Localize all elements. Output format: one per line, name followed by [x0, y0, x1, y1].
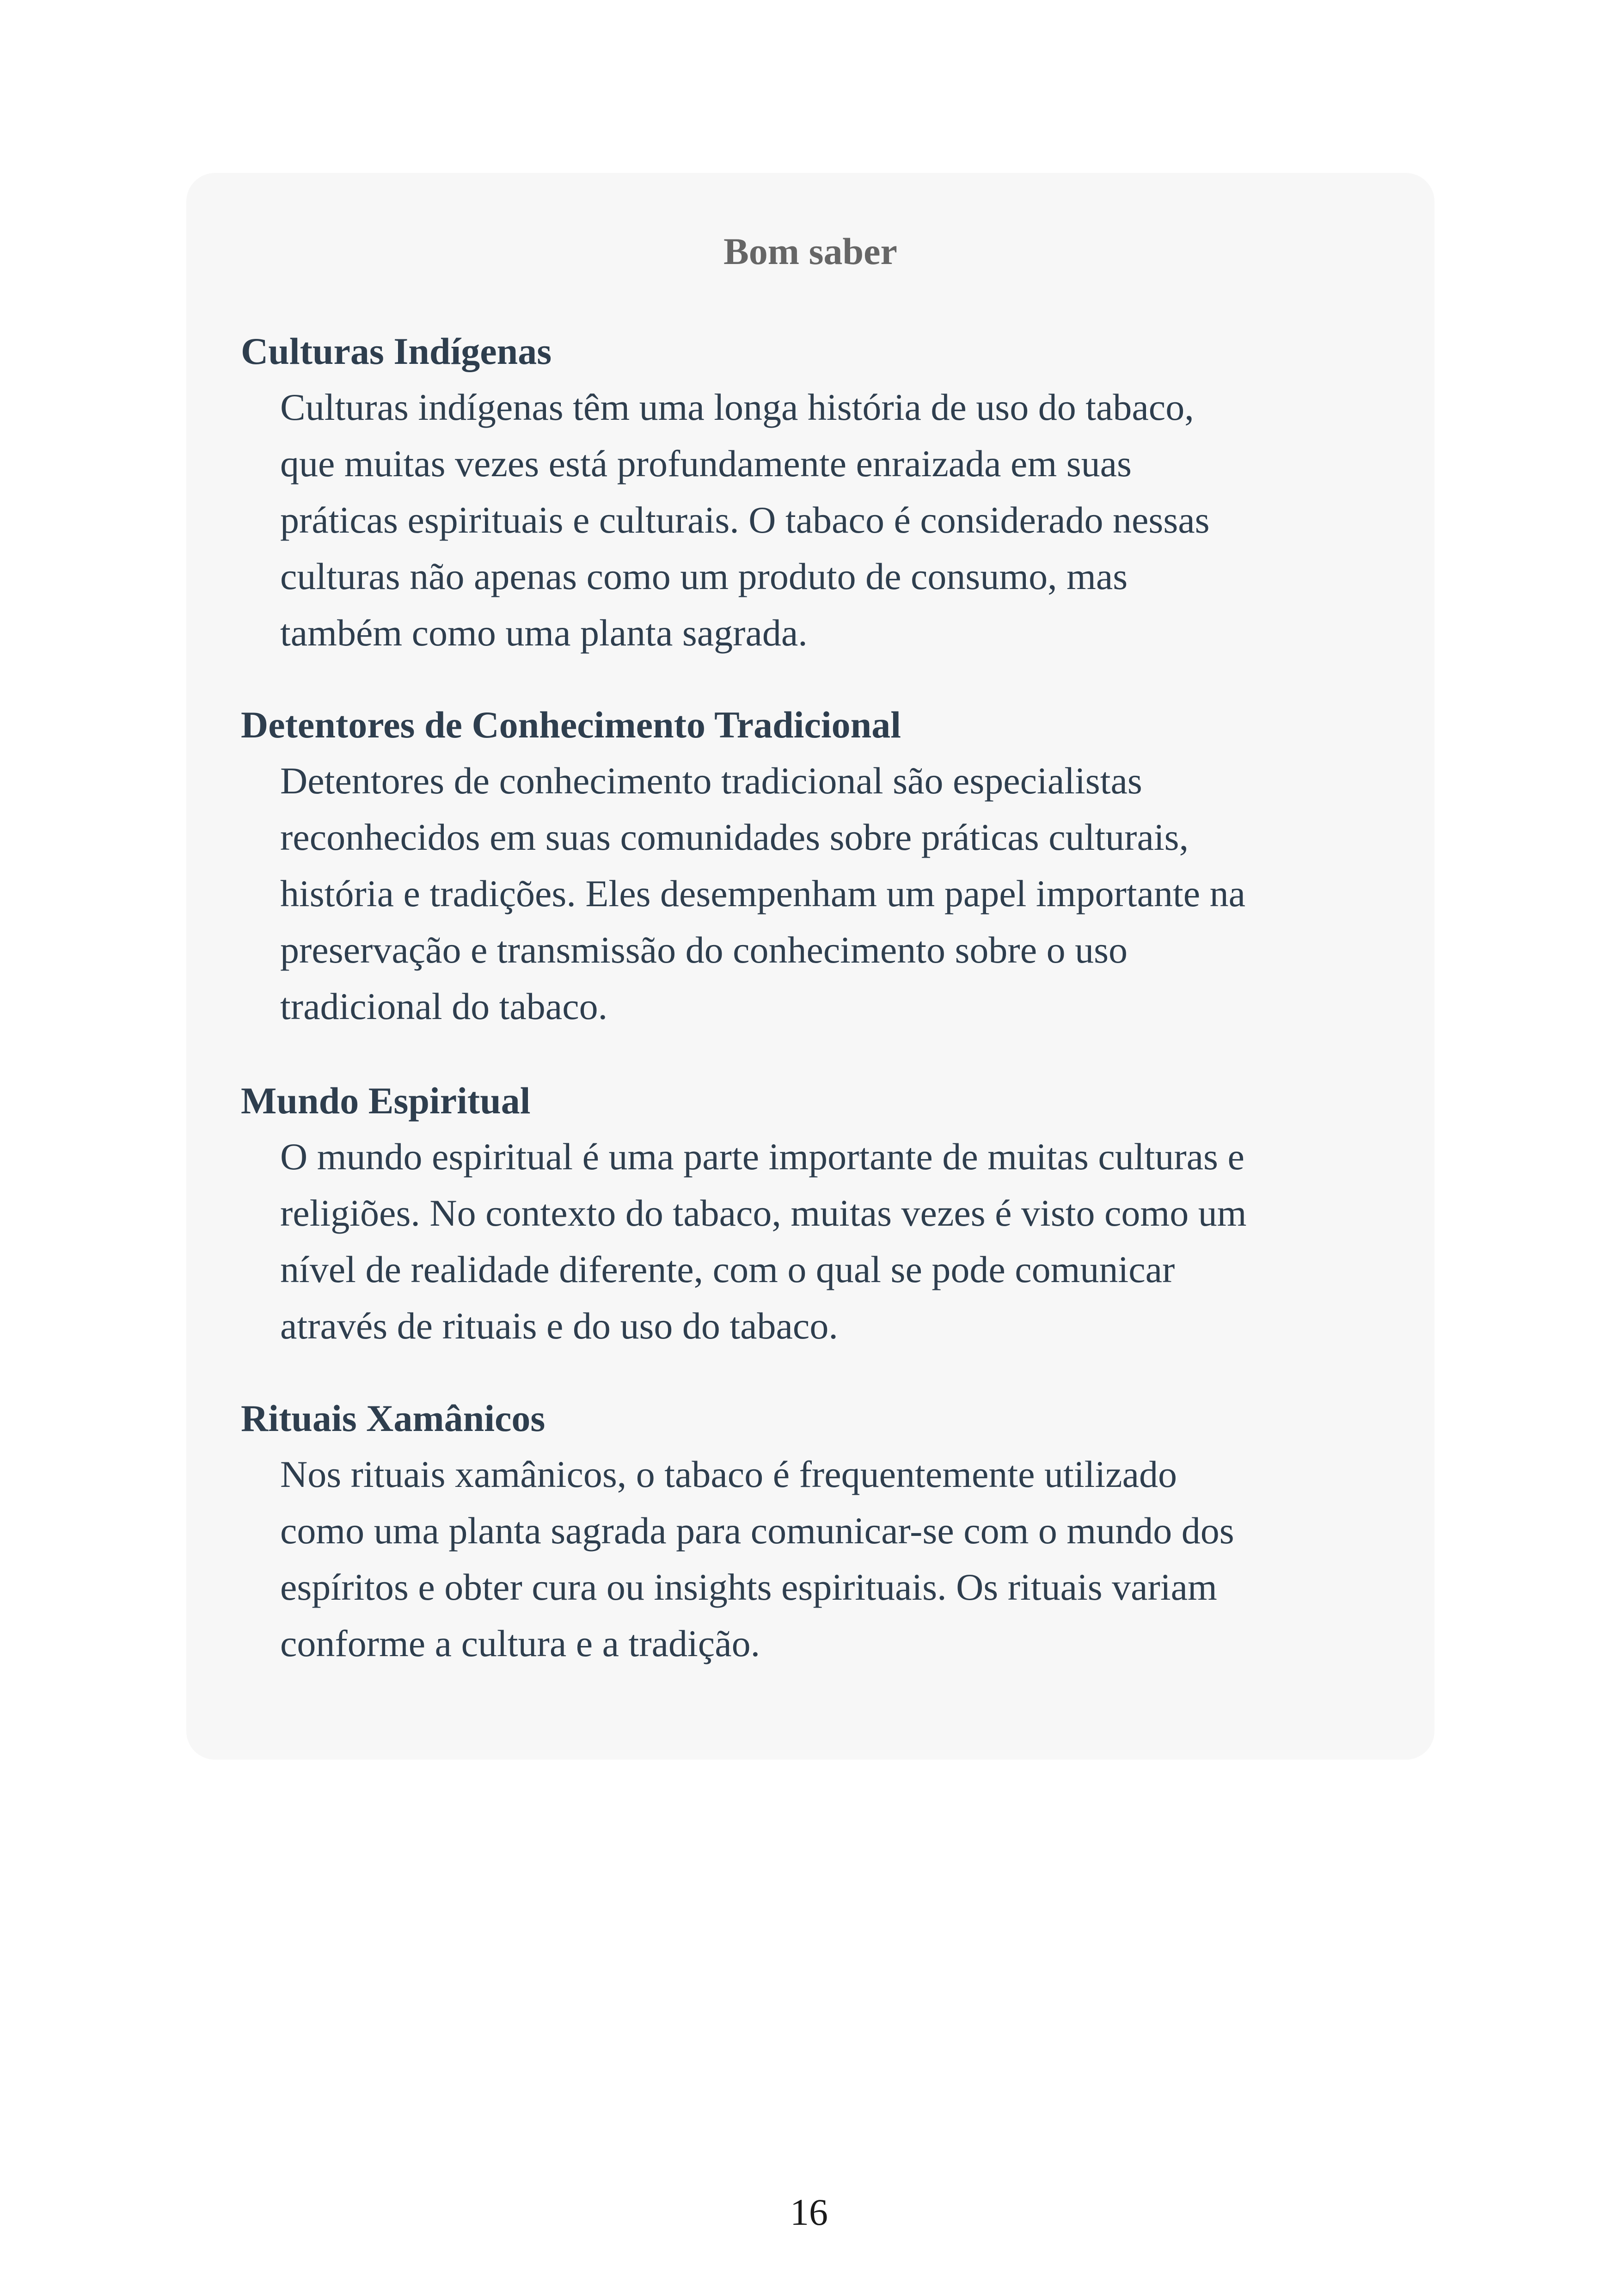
definition-line: história e tradições. Eles desempenham um papel importante na	[280, 872, 1246, 915]
definition-line: também como uma planta sagrada.	[280, 612, 808, 654]
definition-line: Culturas indígenas têm uma longa história de uso do tabaco,	[280, 386, 1194, 428]
good-to-know-box	[186, 173, 1434, 1760]
definition-line: O mundo espiritual é uma parte importante de muitas culturas e	[280, 1136, 1244, 1178]
definition-line: como uma planta sagrada para comunicar-se com o mundo dos	[280, 1510, 1234, 1552]
term-rituais-xamanicos	[241, 1391, 1234, 1672]
page-number: 16	[790, 2191, 828, 2233]
term-detentores-de-conhecimento	[241, 697, 1245, 1035]
definition-line: preservação e transmissão do conhecimento sobre o uso	[280, 929, 1128, 971]
definition-line: culturas não apenas como um produto de consumo, mas	[280, 555, 1128, 597]
definition-line: espíritos e obter cura ou insights espirituais. Os rituais variam	[280, 1566, 1217, 1608]
definition-line: religiões. No contexto do tabaco, muitas vezes é visto como um	[280, 1192, 1247, 1234]
box-title: Bom saber	[723, 230, 897, 272]
definition-line: práticas espirituais e culturais. O tabaco é considerado nessas	[280, 499, 1210, 541]
definition-line: que muitas vezes está profundamente enraizada em suas	[280, 442, 1132, 485]
definition-line: Nos rituais xamânicos, o tabaco é frequentemente utilizado	[280, 1453, 1177, 1495]
term-title: Mundo Espiritual	[241, 1080, 531, 1122]
definition-line: Detentores de conhecimento tradicional são especialistas	[280, 760, 1142, 802]
definition-line: nível de realidade diferente, com o qual se pode comunicar	[280, 1248, 1175, 1290]
term-definition	[241, 1446, 1234, 1672]
term-definition	[241, 753, 1245, 1035]
term-definition	[241, 1129, 1246, 1354]
term-culturas-indigenas	[241, 324, 1210, 661]
term-title: Culturas Indígenas	[241, 330, 552, 372]
term-title: Rituais Xamânicos	[241, 1397, 545, 1439]
definition-line: através de rituais e do uso do tabaco.	[280, 1305, 838, 1347]
definition-line: reconhecidos em suas comunidades sobre práticas culturais,	[280, 816, 1189, 858]
term-mundo-espiritual	[241, 1073, 1246, 1354]
definition-line: conforme a cultura e a tradição.	[280, 1622, 760, 1664]
definition-line: tradicional do tabaco.	[280, 985, 608, 1027]
term-title: Detentores de Conhecimento Tradicional	[241, 704, 901, 746]
term-definition	[241, 379, 1210, 661]
